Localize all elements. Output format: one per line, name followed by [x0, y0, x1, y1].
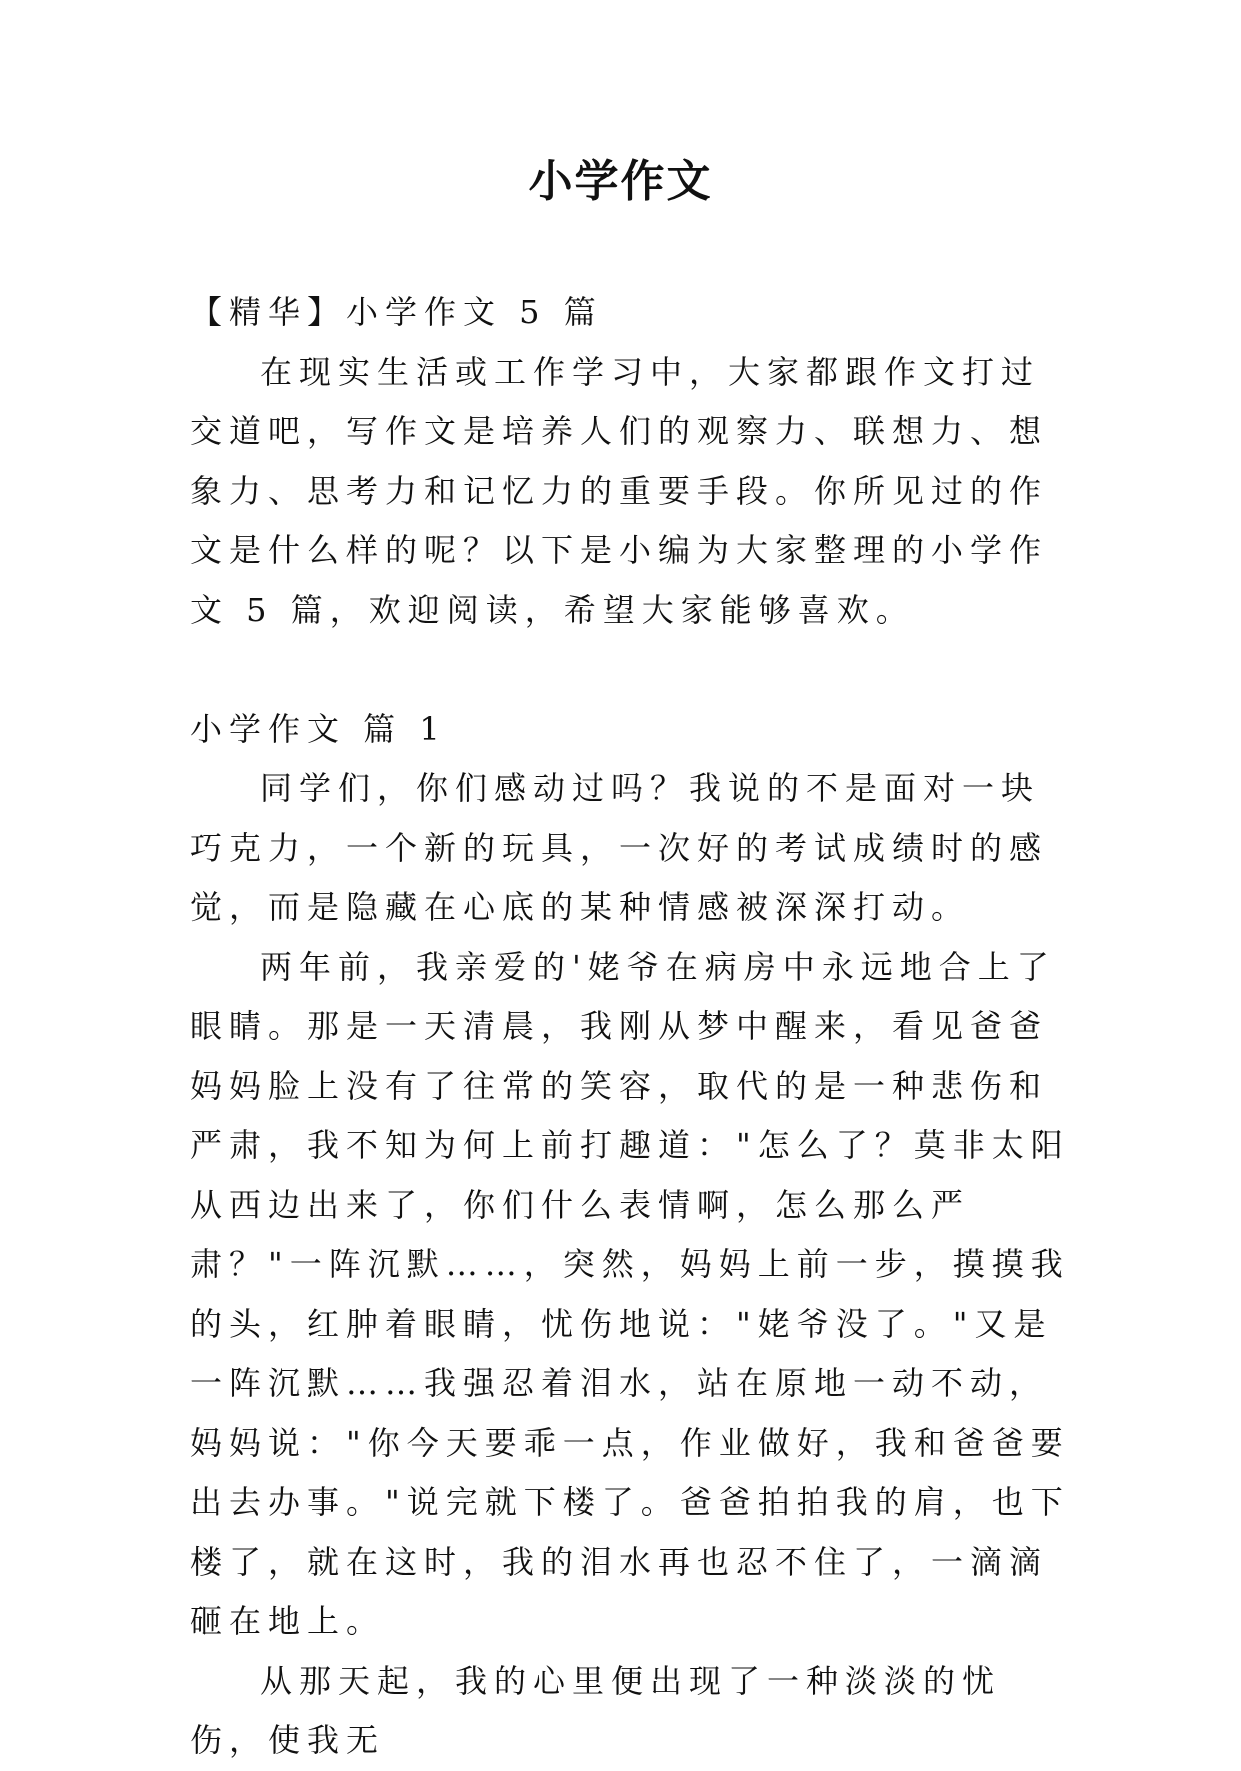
document-body: [190, 283, 1070, 1771]
section-heading: 小学作文 篇 1: [190, 709, 447, 748]
intro-paragraph: 在现实生活或工作学习中，大家都跟作文打过交道吧，写作文是培养人们的观察力、联想力、想象力、思考力和记忆力的重要手段。你所见过的作文是什么样的呢？以下是小编为大家整理的小学作文 5 篇，欢迎阅读，希望大家能够喜欢。: [190, 352, 1049, 629]
section-paragraph: 从那天起，我的心里便出现了一种淡淡的忧伤，使我无: [190, 1661, 1002, 1759]
document-subtitle: 【精华】小学作文 5 篇: [190, 293, 603, 331]
section-paragraph: 两年前，我亲爱的'姥爷在病房中永远地合上了眼睛。那是一天清晨，我刚从梦中醒来，看见爸爸妈妈脸上没有了往常的笑容，取代的是一种悲伤和严肃，我不知为何上前打趣道："怎么了？莫非太阳从西边出来了，你们什么表情啊，怎么那么严肃？"一阵沉默……，突然，妈妈上前一步，摸摸我的头，红肿着眼睛，忧伤地说："姥爷没了。"又是一阵沉默……我强忍着泪水，站在原地一动不动，妈妈说："你今天要乖一点，作业做好，我和爸爸要出去办事。"说完就下楼了。爸爸拍拍我的肩，也下楼了，就在这时，我的泪水再也忍不住了，一滴滴砸在地上。: [190, 947, 1070, 1640]
document-title: 小学作文: [528, 156, 713, 207]
section-spacer: [190, 640, 1070, 700]
section-paragraph: 同学们，你们感动过吗？我说的不是面对一块巧克力，一个新的玩具，一次好的考试成绩时的感觉，而是隐藏在心底的某种情感被深深打动。: [190, 769, 1049, 926]
